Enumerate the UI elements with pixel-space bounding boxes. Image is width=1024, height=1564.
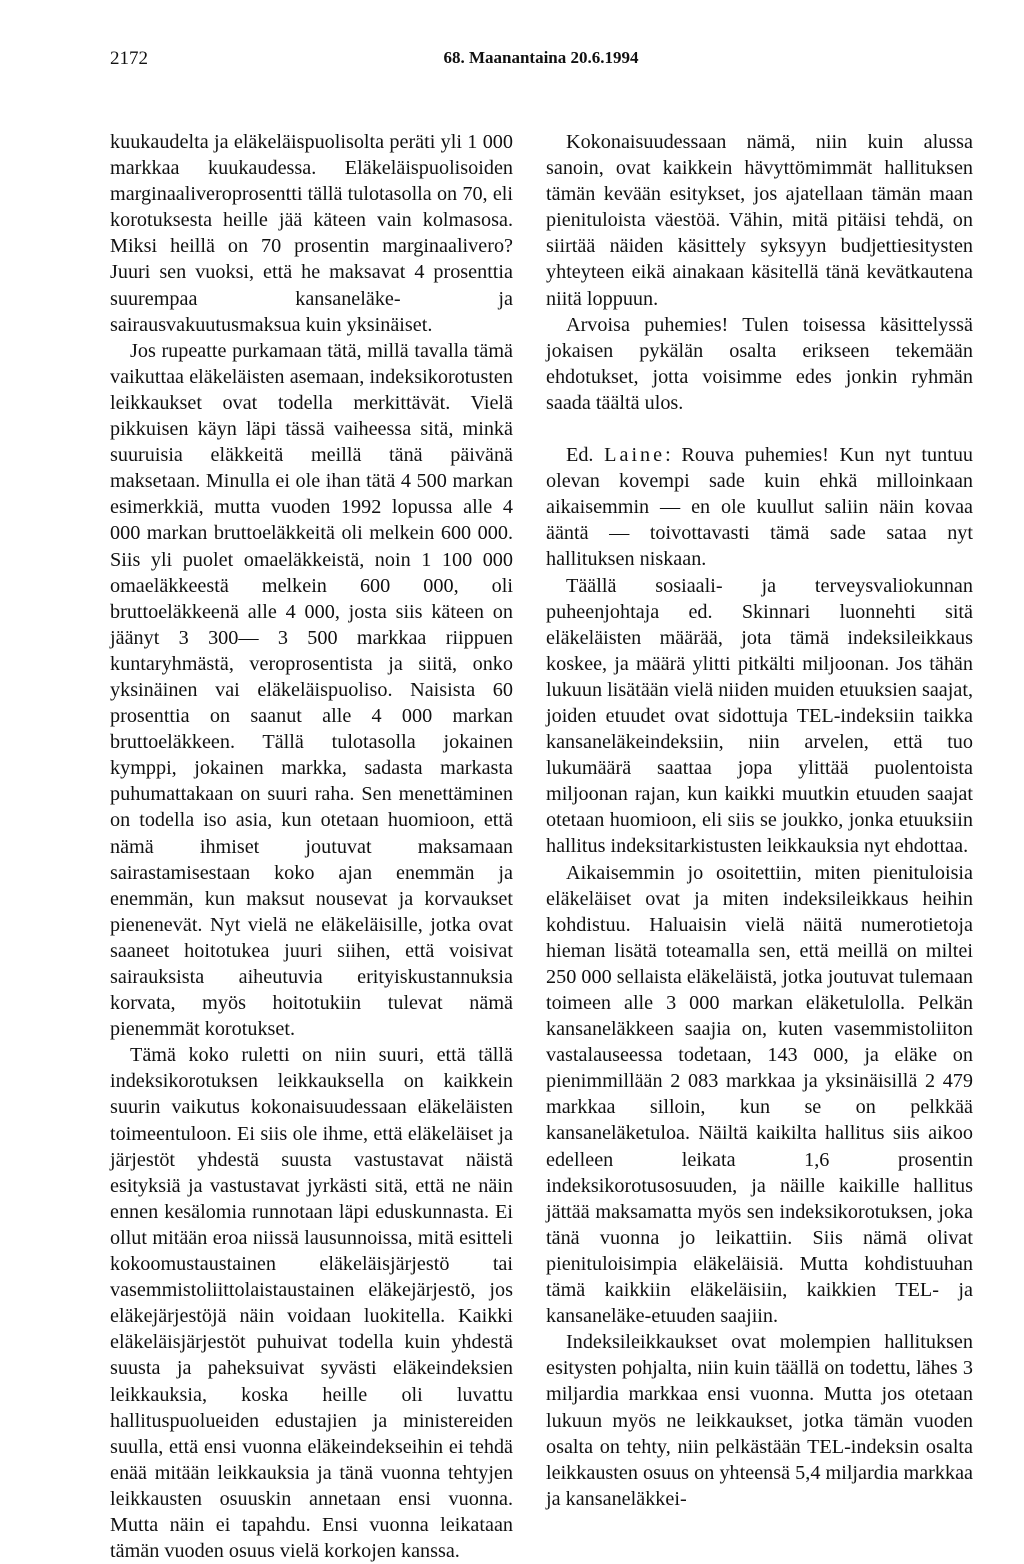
paragraph: kuukaudelta ja eläkeläispuolisolta peräti yli 1 000 markkaa kuukaudessa. Eläkeläispuolisoiden marginaaliveroprosentti tällä tulotasolla on 70, eli korotuksesta heille jää käteen vain kolmasosa. Miksi heillä on 70 prosentin marginaalivero? Juuri sen vuoksi, että he maksavat 4 prosenttia suurempaa kansaneläke- ja sairausvakuutusmaksua kuin yksinäiset. <box>110 131 513 336</box>
paragraph: Aikaisemmin jo osoitettiin, miten pienituloisia eläkeläiset ovat ja miten indeksileikkaus heihin kohdistuu. Haluaisin vielä näitä numerotietoja hieman lisätä toteamalla sen, että meillä on miltei 250 000 sellaista eläkeläistä, jotka joutuvat tulemaan toimeen alle 3 000 markan eläketulolla. Pelkän kansaneläkkeen saajia on, kuten vasemmistoliiton vastalauseessa todetaan, 143 000, ja eläke on pienimmillään 2 083 markkaa ja yksinäisillä 2 479 markkaa silloin, kun se on pelkkää kansaneläketuloa. Näiltä kaikilta hallitus siis aikoo edelleen leikata 1,6 prosentin indeksikorotusosuuden, ja näille kaikille hallitus jättää maksamatta myös sen indeksikorotuksen, joka tänä vuonna jo leikattiin. Siis nämä olivat pienituloisimpia eläkeläisiä. Mutta kohdistuuhan tämä kaikkiin eläkeläisiin, kaikkien TEL- ja kansaneläke-etuuden saajiin. <box>546 861 973 1328</box>
speech-text: : Rouva puhemies! Kun nyt tuntuu olevan kovempi sade kuin ehkä milloinkaan aikaisemmin — en ole kuullut saliin näin kovaa ääntä — toivottavasti tämä sade sataa nyt hallituksen niskaan. <box>546 444 974 571</box>
paragraph: Täällä sosiaali- ja terveysvaliokunnan puheenjohtaja ed. Skinnari luonnehti sitä eläkeläisten määrää, jota tämä indeksileikkaus koskee, ja määrä ylitti pitkälti miljoonan. Jos tähän lukuun lisätään vielä niiden muiden etuuksien saajat, joiden etuudet ovat sidottuja TEL-indeksiin taikka kansaneläkeindeksiin, niin arvelen, että tuo lukumäärä saattaa jopa ylittää puolentoista miljoonan rajan, kun kaikki muutkin etuuden saajat otetaan huomioon, eli siis se joukko, jonka etuuksiin hallitus indeksitarkistusten leikkauksia nyt ehdottaa. <box>546 574 973 858</box>
speaker-prefix: Ed. <box>566 444 594 467</box>
paragraph: Arvoisa puhemies! Tulen toisessa käsittelyssä jokaisen pykälän osalta erikseen tekemään ehdotukset, jotta voisimme edes jonkin ryhmän saada täältä ulos. <box>546 313 973 414</box>
page-header <box>110 48 972 78</box>
right-column <box>546 129 973 1512</box>
running-title: 68. Maanantaina 20.6.1994 <box>443 48 639 67</box>
paragraph: Indeksileikkaukset ovat molempien hallituksen esitysten pohjalta, niin kuin täällä on todettu, lähes 3 miljardia markkaa ensi vuonna. Mutta jos otetaan lukuun myös ne leikkaukset, jotka tämän vuoden osalta on tehty, niin pelkästään TEL-indeksin osalta leikkausten osuus on yhteensä 5,4 miljardia markkaa ja kansaneläkkei- <box>546 1331 973 1510</box>
speaker-paragraph <box>546 442 973 572</box>
left-column <box>110 129 513 1564</box>
paragraph: Kokonaisuudessaan nämä, niin kuin alussa sanoin, ovat kaikkein hävyttömimmät hallituksen tämän kevään esitykset, jos ajatellaan tämän maan pienituloista väestöä. Vähin, mitä pitäisi tehdä, on siirtää näiden käsittely syksyyn budjettiesitysten yhteyteen eikä ainakaan käsitellä tänä kevätkautena niitä loppuun. <box>546 131 973 310</box>
speaker-name: Laine <box>604 444 666 467</box>
paragraph: Jos rupeatte purkamaan tätä, millä tavalla tämä vaikuttaa eläkeläisten asemaan, indeksikorotusten leikkaukset ovat todella merkittävät. Vielä pikkuisen käyn läpi tässä vaiheessa sitä, minkä suuruisia eläkkeitä meillä tänä päivänä maksetaan. Minulla ei ole ihan tätä 4 500 markan esimerkkiä, mutta vuoden 1992 lopussa alle 4 000 markan bruttoeläkkeitä oli melkein 600 000. Siis yli puolet omaeläkkeistä, noin 1 100 000 omaeläkkeestä melkein 600 000, oli bruttoeläkkeenä alle 4 000, josta siis käteen on jäänyt 3 300— 3 500 markkaa riippuen kuntaryhmästä, veroprosentista ja siitä, onko yksinäinen vai eläkeläispuoliso. Naisista 60 prosenttia on saanut alle 4 000 markan bruttoeläkkeen. Tällä tulotasolla jokainen kymppi, jokainen markka, sadasta markasta puhumattakaan on suuri raha. Sen menettäminen on todella iso asia, kun otetaan huomioon, että nämä ihmiset joutuvat maksamaan sairastamisestaan koko ajan enemmän ja enemmän, kun maksut nousevat ja korvaukset pienenevät. Nyt vielä ne eläkeläisille, jotka ovat saaneet hoitotukea juuri siihen, että voisivat sairauksista aiheutuvia erityiskustannuksia korvata, myös hoitotukiin tulevat nämä pienemmät korotukset. <box>110 339 513 1041</box>
paragraph: Tämä koko ruletti on niin suuri, että tällä indeksikorotuksen leikkauksella on kaikkein suurin vaikutus kokonaisuudessaan eläkeläisten toimeentuloon. Ei siis ole ihme, että eläkeläiset ja järjestöt yhdestä suusta vastustavat näistä esityksiä ja vastustavat jyrkästi sitä, että ne näin ennen kesälomia runnotaan läpi eduskunnasta. Ei ollut mitään eroa niissä lausunnoissa, mitä esitteli kokoomustaustainen eläkeläisjärjestö tai vasemmistoliittolaistaustainen eläkejärjestö, jos eläkejärjestöjä näin voidaan luokitella. Kaikki eläkeläisjärjestöt puhuivat todella kuin yhdestä suusta ja paheksuivat syvästi eläkeindeksien leikkauksia, koska heille oli luvattu hallituspuolueiden edustajien ja ministereiden suulla, että ensi vuonna eläkeindekseihin ei tehdä enää mitään leikkauksia ja tänä vuonna tehtyjen leikkausten osuuskin annetaan ensi vuonna. Mutta näin ei tapahdu. Ensi vuonna leikataan tämän vuoden osuus vielä korkojen kanssa. <box>110 1044 513 1563</box>
page-number: 2172 <box>110 48 148 69</box>
